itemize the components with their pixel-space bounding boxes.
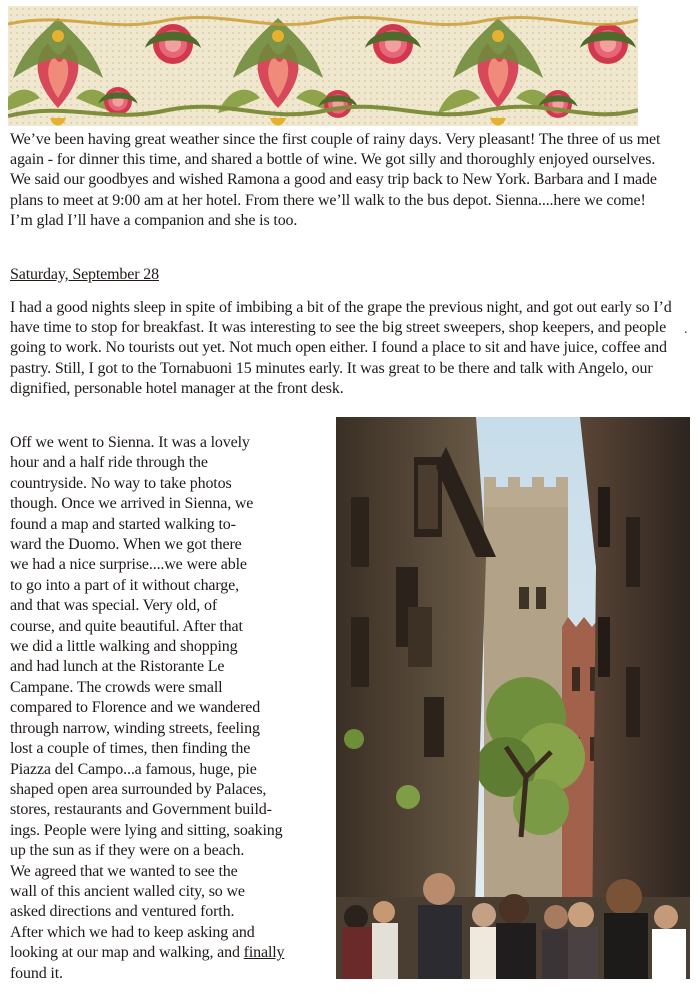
text-line: and had lunch at the Ristorante Le — [10, 658, 225, 676]
text-line: found it. — [10, 964, 63, 982]
stray-mark: . — [684, 322, 688, 337]
text-line: countryside. No way to take photos — [10, 474, 232, 492]
text-line: ward the Duomo. When we got there — [10, 536, 242, 554]
text-line: Campane. The crowds were small — [10, 678, 223, 696]
paragraph-sienna — [10, 433, 340, 984]
text-line-start: looking at our map and walking, and — [10, 944, 244, 962]
text-line: through narrow, winding streets, feeling — [10, 719, 260, 737]
floral-pattern-illustration — [8, 6, 638, 126]
text-line: hour and a half ride through the — [10, 454, 208, 472]
text-line: to go into a part of it without charge, — [10, 576, 239, 594]
text-line: we had a nice surprise....we were able — [10, 556, 247, 574]
text-line: Piazza del Campo...a famous, huge, pie — [10, 760, 257, 778]
text-line: course, and quite beautiful. After that — [10, 617, 243, 635]
underlined-word: finally — [243, 944, 285, 962]
floral-border-banner — [8, 6, 638, 126]
text-line: found a map and started walking to- — [10, 515, 236, 533]
paragraph-morning: I had a good nights sleep in spite of imbibing a bit of the grape the previous night, and got out early so I’d have time to stop for breakfast. It was interesting to see the big street sweepers, shop keepers, and people going to work. No tourists out yet. Not much open either. I found a place to sit and have juice, coffee and pastry. Still, I got to the Tornabuoni 15 minutes early. It was great to be there and talk with Angelo, our dignified, personable hotel manager at the front desk. — [10, 299, 672, 397]
text-line: We agreed that we wanted to see the — [10, 862, 238, 880]
text-line: ings. People were lying and sitting, soaking — [10, 821, 283, 839]
date-heading: Saturday, September 28 — [10, 266, 159, 283]
text-line: After which we had to keep asking and — [10, 923, 255, 941]
text-line — [10, 943, 340, 963]
paragraph-dinner: We’ve been having great weather since the first couple of rainy days. Very pleasant! The three of us met again - for dinner this time, and shared a bottle of wine. We got silly and thoroughly enjoyed ourselves. We said our goodbyes and wished Ramona a good and easy trip back to New York. Barbara and I made plans to meet at 9:00 am at her hotel. From there we’ll walk to the bus depot. Sienna....here we come! I’m glad I’ll have a companion and she is too. — [10, 131, 661, 229]
sienna-street-photo — [336, 417, 690, 979]
text-line: stores, restaurants and Government build- — [10, 801, 272, 819]
text-line: we did a little walking and shopping — [10, 638, 238, 656]
street-scene-illustration — [336, 417, 690, 979]
text-line: up the sun as if they were on a beach. — [10, 842, 245, 860]
text-line: shaped open area surrounded by Palaces, — [10, 780, 267, 798]
text-line: and that was special. Very old, of — [10, 597, 217, 615]
text-line: compared to Florence and we wandered — [10, 699, 261, 717]
text-line: asked directions and ventured forth. — [10, 903, 235, 921]
text-line: though. Once we arrived in Sienna, we — [10, 495, 254, 513]
text-line: lost a couple of times, then finding the — [10, 740, 251, 758]
text-line: wall of this ancient walled city, so we — [10, 882, 245, 900]
text-line: Off we went to Sienna. It was a lovely — [10, 434, 250, 451]
